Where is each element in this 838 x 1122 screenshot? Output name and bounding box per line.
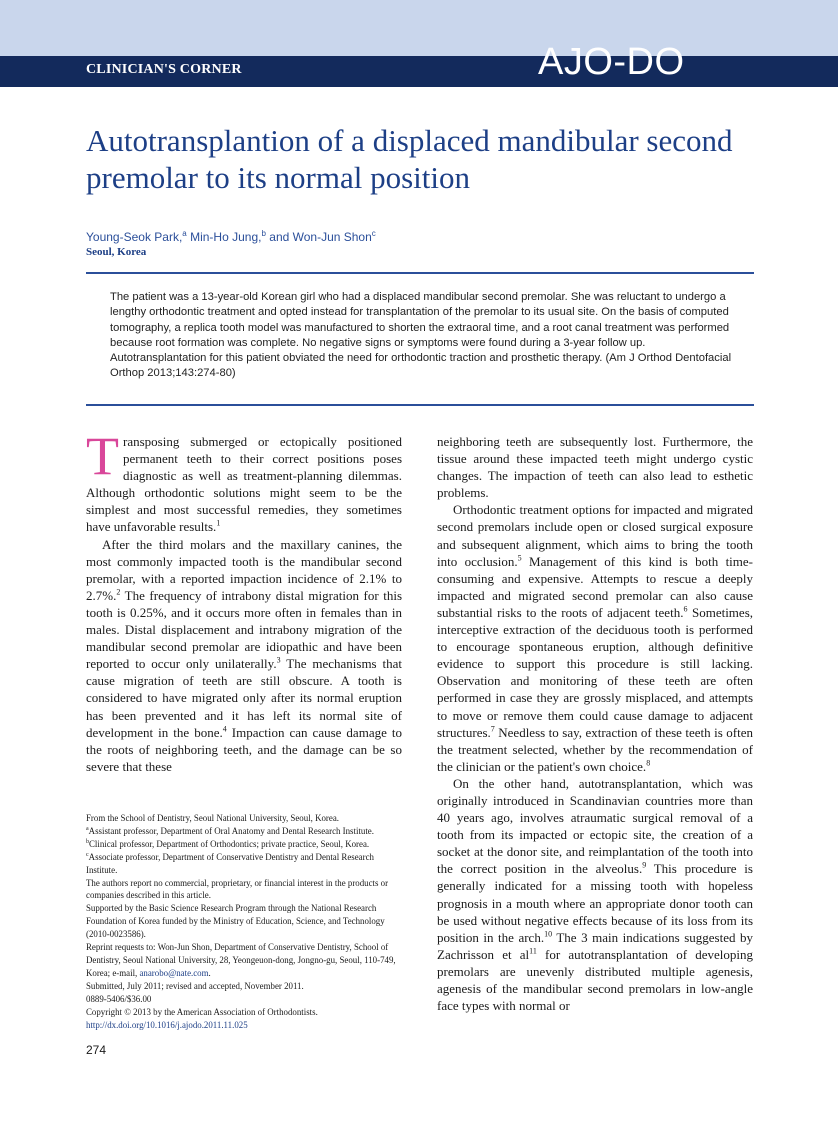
author-name: and Won-Jun Shon [269,230,372,244]
author-location: Seoul, Korea [86,246,147,258]
abstract-bottom-rule [86,404,754,406]
footnote-copyright: Copyright © 2013 by the American Association of Orthodontists. [86,1006,318,1017]
body-paragraph: On the other hand, autotransplantation, which was originally introduced in Scandinavian countries more than 40 years ago, involves atraumatic surgical removal of a tooth from its impacted or ectopic site, the creation of a socket at the donor site, and reimplantation of the tooth into the correct position in the alveolus.$^9$ This procedure is generally indicated for a missing tooth with hopeless prognosis in a mouth where an appropriate donor tooth can be used without negative effects because of its loss from its position in the arch.$^{10}$ The 3 main indications suggested by Zachrisson et $al^{11}$ for autotransplantation of developing premolars are unevenly distributed multiple agenesis, agenesis of the mandibular second premolars in low-angle face types with normal or [437,775,753,1014]
header-band [0,0,838,56]
footnote-b: $^b$Clinical professor, Department of Orthodontics; private practice, Seoul, Korea. [86,838,370,849]
author-affiliation-mark: a [182,229,187,238]
footnote-disclosure: The authors report no commercial, proprietary, or financial interest in the products or companies described in this article. [86,877,389,901]
body-paragraph: Transposing submerged or ectopically positioned permanent teeth to their correct positions poses diagnostic as well as treatment-planning dilemmas. Although orthodontic solutions might seem to be the simplest and most successful remedies, they sometimes have unfavorable results.$^1$ [86,426,402,535]
citation-ref[interactable]: 7 [490,724,495,734]
footnote-dates: Submitted, July 2011; revised and accepted, November 2011. [86,980,304,991]
citation-ref[interactable]: 2 [116,587,121,597]
author-affiliation-mark: c [371,229,376,238]
abstract: The patient was a 13-year-old Korean girl who had a displaced mandibular second premolar. She was reluctant to undergo a lengthy orthodontic treatment and opted instead for transplantation of the premolar to its usual site. On the basis of computed tomography, a replica tooth model was manufactured to shorten the extraoral time, and a root canal treatment was performed because root formation was complete. No negative signs or symptoms were found during a 3-year follow up. Autotransplantation for this patient obviated the need for orthodontic traction and prosthetic therapy. (Am J Orthod Dentofacial Orthop 2013;143:274-80) [110,291,732,380]
body-paragraph: Orthodontic treatment options for impacted and migrated second premolars include open or closed surgical exposure and subsequent alignment, which aims to bring the tooth into occlusion.$^5$ Management of this kind is both time-consuming and expensive. Attempts to rescue a deeply impacted and migrated second premolar can also cause substantial risks to the roots of adjacent teeth.$^6$ Sometimes, interceptive extraction of the deciduous tooth is performed to encourage spontaneous eruption, although definitive evidence to support this procedure is still lacking. Observation and monitoring of these teeth are often performed in case they are grossly misplaced, and attempts to move or remove them could cause damage to adjacent structures.$^7$ Needless to say, extraction of these teeth is often the treatment selected, whether by the recommendation of the clinician or the patient's own choice.$^8$ [437,502,754,774]
article-title: Autotransplantion of a displaced mandibular second premolar to its normal position [86,123,733,195]
body-paragraph: After the third molars and the maxillary canines, the most commonly impacted tooth is the mandibular second premolar, with a reported impaction incidence of 2.1% to 2.7%.$^2$ The frequency of intrabony distal migration for this tooth is 0.25%, and it occurs more often in females than in males. Distal displacement and intrabony migration of the mandibular second premolar are idiopathic and have been reported to occur only unilaterally.$^3$ The mechanisms that cause migration of teeth are still obscure. A tooth is considered to have migrated only after its normal eruption has been prevented and it has left its normal site of development in the bone.$^4$ Impaction can cause damage to the roots of neighboring teeth, and the damage can be so severe that these [86,536,403,774]
author-name: Min-Ho Jung, [190,230,262,244]
doi-link[interactable]: http://dx.doi.org/10.1016/j.ajodo.2011.11.025 [86,1019,248,1030]
page-number: 274 [86,1043,107,1057]
footnote-c: $^c$Associate professor, Department of Conservative Dentistry and Dental Research Institute. [86,851,374,875]
author-affiliation-mark: b [261,229,266,238]
body-column-left [86,426,403,775]
citation-ref[interactable]: 5 [517,553,522,563]
citation-ref[interactable]: 4 [222,724,227,734]
citation-ref[interactable]: 1 [216,519,221,529]
footnote-reprint: Reprint requests to: Won-Jun Shon, Department of Conservative Dentistry, School of Dentistry, Seoul National University, 28, Yeongeuon-dong, Jongno-gu, Seoul, 110-749, Korea; e-mail, anarobo@nate.com. [86,942,396,978]
citation-ref[interactable]: 8 [646,758,651,768]
citation-ref[interactable]: 9 [642,861,647,871]
footnotes [86,812,404,1031]
author-list [86,229,376,244]
drop-cap: T [86,426,119,486]
citation-ref[interactable]: 11 [529,946,537,956]
footnote-funding: Supported by the Basic Science Research Program through the National Research Foundation of Korea funded by the Ministry of Education, Science, and Technology (2010-0023586). [86,903,385,940]
citation-ref[interactable]: 10 [544,929,553,939]
body-paragraph: neighboring teeth are subsequently lost. Furthermore, the tissue around these impacted teeth might undergo cystic changes. The impaction of teeth can also lead to esthetic problems. [437,434,753,501]
footnote-price: 0889-5406/$36.00 [86,993,152,1004]
author-name: Young-Seok Park, [86,230,183,244]
citation-ref[interactable]: 3 [276,655,281,665]
journal-logo[interactable]: AJO-DO [538,41,685,83]
body-column-right [437,433,753,1014]
abstract-top-rule [86,272,754,274]
email-link[interactable]: anarobo@nate.com [139,967,209,978]
footnote-school: From the School of Dentistry, Seoul National University, Seoul, Korea. [86,813,339,823]
footnote-a: $^a$Assistant professor, Department of Oral Anatomy and Dental Research Institute. [86,825,374,836]
section-label: CLINICIAN'S CORNER [86,62,242,77]
citation-ref[interactable]: 6 [683,604,688,614]
